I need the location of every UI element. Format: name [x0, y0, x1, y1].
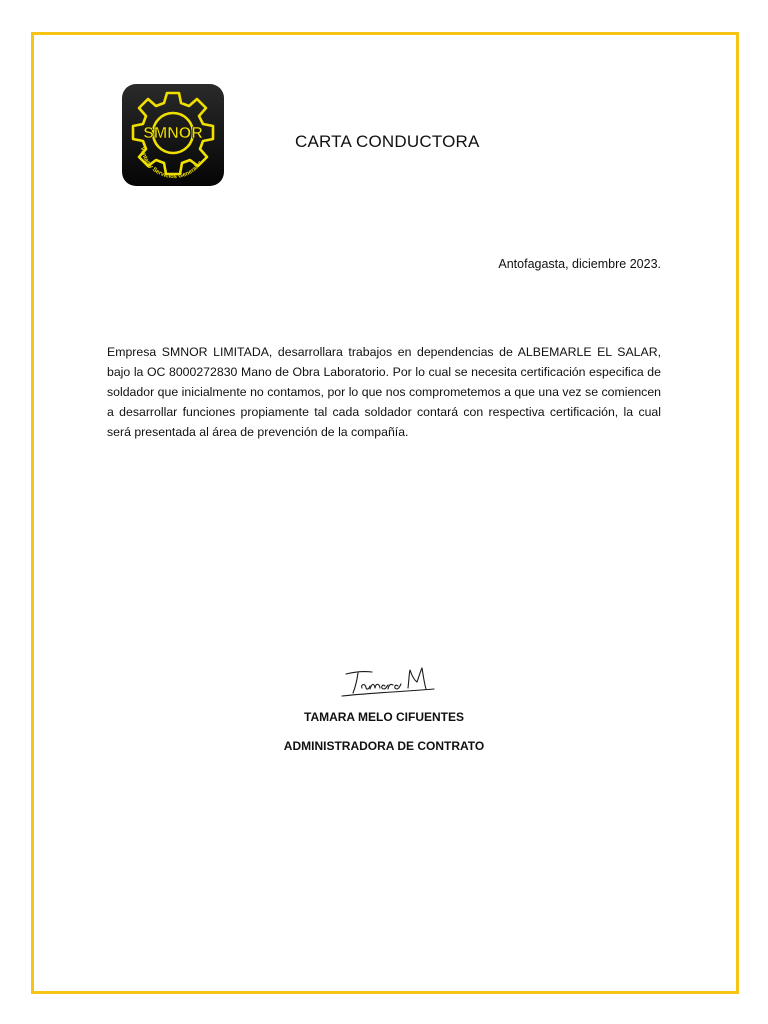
logo-tagline: Ventas y Servicios Generales [138, 146, 204, 181]
gear-logo-icon [121, 83, 225, 187]
signature-text: Tamara M [387, 684, 393, 685]
signer-role: ADMINISTRADORA DE CONTRATO [283, 739, 485, 753]
company-logo [121, 83, 225, 187]
signer-name: TAMARA MELO CIFUENTES [304, 710, 464, 724]
logo-wordmark: SMNOR [143, 125, 203, 142]
body-paragraph: Empresa SMNOR LIMITADA, desarrollara trabajos en dependencias de ALBEMARLE EL SALAR, bajo la OC 8000272830 Mano de Obra Laboratorio. Por lo cual se necesita certificación especifica de soldador que inicialmente no contamos, por lo que nos comprometemos a que una vez se comiencen a desarrollar funciones propiamente tal cada soldador contará con respectiva certificación, la cual será presentada al área de prevención de la compañía. [107, 345, 661, 439]
handwritten-signature [338, 662, 442, 702]
signature-icon [338, 662, 442, 702]
date-line: Antofagasta, diciembre 2023. [498, 257, 661, 271]
document-title: CARTA CONDUCTORA [295, 132, 480, 151]
